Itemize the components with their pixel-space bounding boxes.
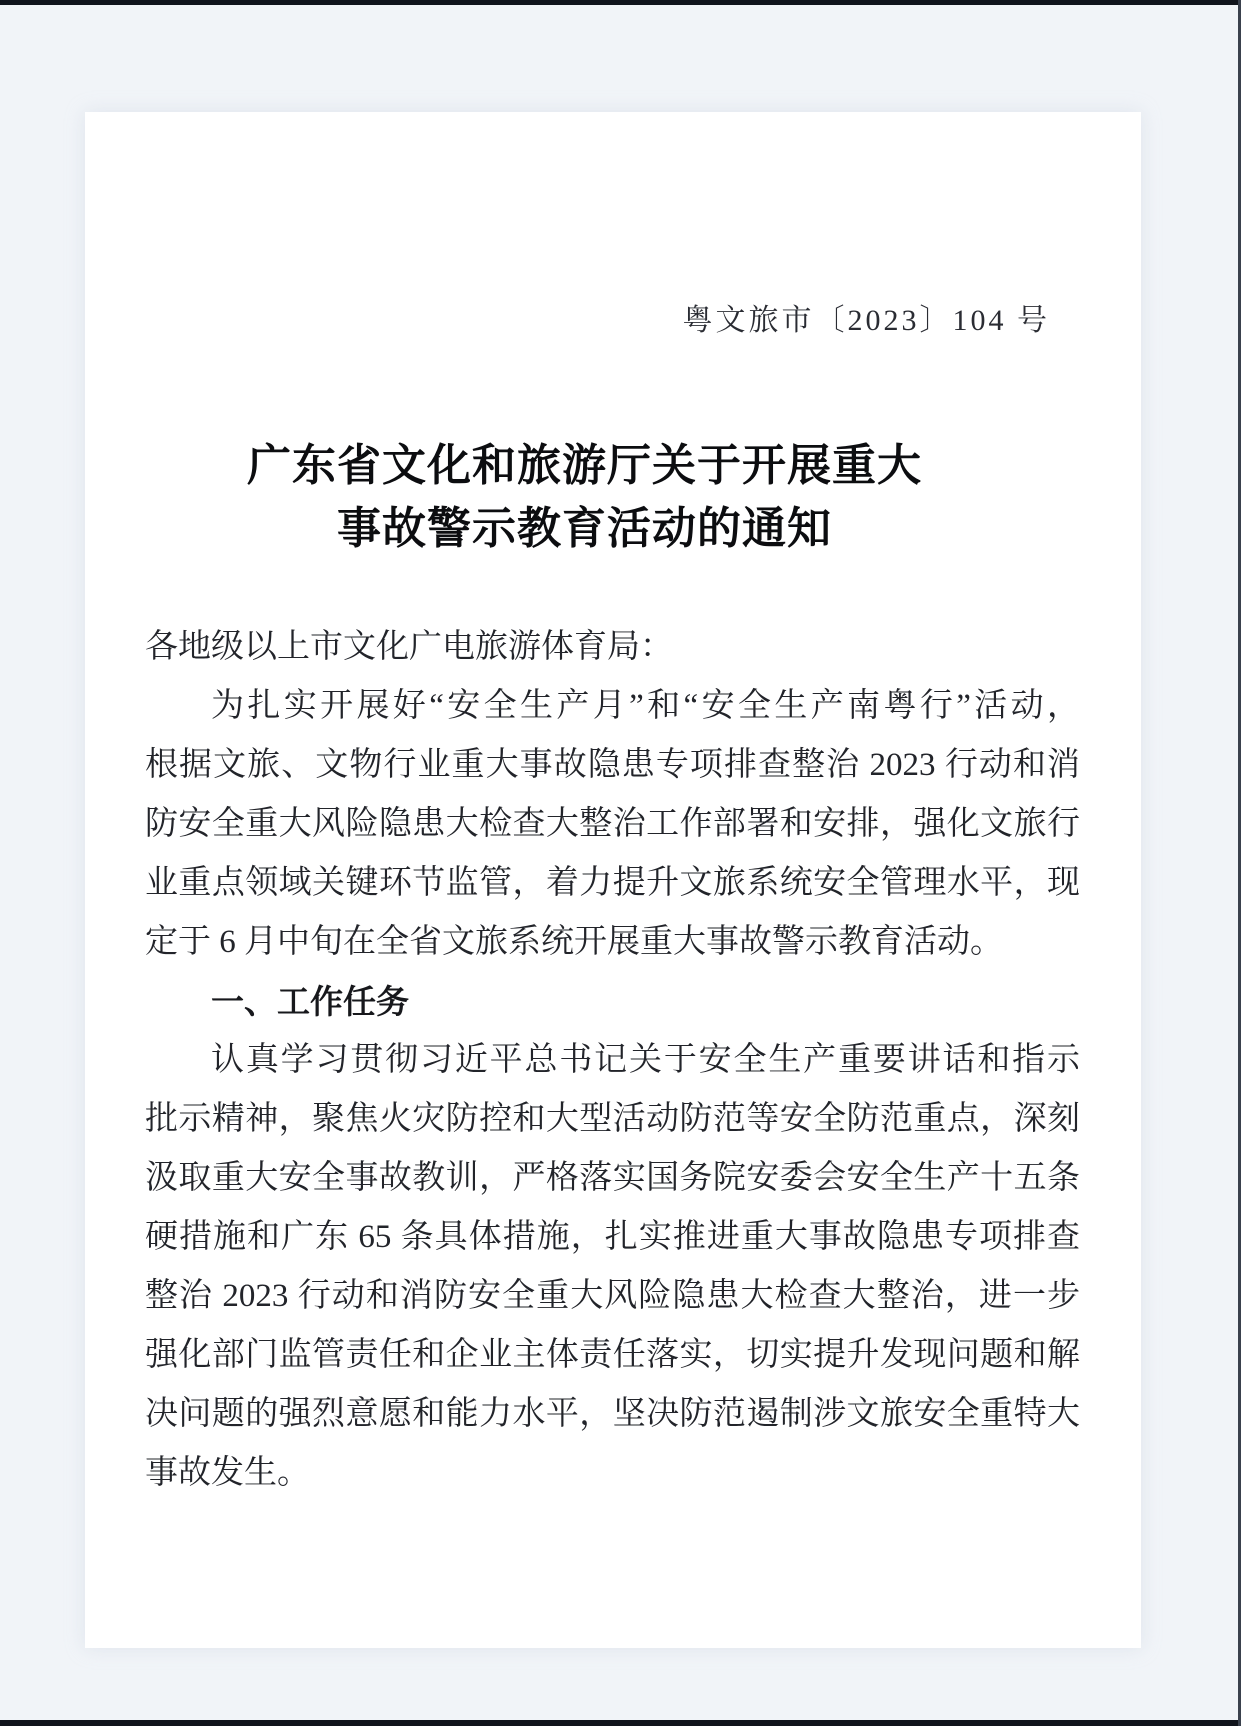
text-line: 认真学习贯彻习近平总书记关于安全生产重要讲话和指示 bbox=[211, 1042, 1080, 1078]
document-number: 粤文旅市〔2023〕104 号 bbox=[682, 304, 1050, 337]
document-title bbox=[117, 434, 1052, 560]
scan-edge-top bbox=[0, 0, 1241, 5]
text-line: 为扎实开展好“安全生产月”和“安全生产南粤行”活动， bbox=[211, 688, 1080, 724]
text-line: 事故发生。 bbox=[145, 1455, 310, 1491]
text-line: 强化部门监管责任和企业主体责任落实，切实提升发现问题和解 bbox=[145, 1337, 1080, 1373]
document-title-line-1: 广东省文化和旅游厅关于开展重大 bbox=[247, 441, 922, 490]
text-line: 业重点领域关键环节监管，着力提升文旅系统安全管理水平，现 bbox=[145, 865, 1080, 901]
text-line: 批示精神，聚焦火灾防控和大型活动防范等安全防范重点，深刻 bbox=[145, 1101, 1080, 1137]
text-line: 汲取重大安全事故教训，严格落实国务院安委会安全生产十五条 bbox=[145, 1160, 1080, 1196]
document-body bbox=[145, 618, 1080, 1503]
addressee-line: 各地级以上市文化广电旅游体育局： bbox=[145, 629, 673, 665]
text-line: 整治 2023 行动和消防安全重大风险隐患大检查大整治，进一步 bbox=[145, 1278, 1080, 1314]
document-title-line-2: 事故警示教育活动的通知 bbox=[337, 504, 832, 553]
text-line: 定于 6 月中旬在全省文旅系统开展重大事故警示教育活动。 bbox=[145, 924, 1003, 960]
text-line: 根据文旅、文物行业重大事故隐患专项排查整治 2023 行动和消 bbox=[145, 747, 1080, 783]
paragraph-1 bbox=[145, 677, 1080, 972]
text-line: 决问题的强烈意愿和能力水平，坚决防范遏制涉文旅安全重特大 bbox=[145, 1396, 1080, 1432]
paragraph-2 bbox=[145, 1031, 1080, 1503]
text-line: 防安全重大风险隐患大检查大整治工作部署和安排，强化文旅行 bbox=[145, 806, 1080, 842]
text-line: 硬措施和广东 65 条具体措施，扎实推进重大事故隐患专项排查 bbox=[145, 1219, 1080, 1255]
scan-edge-bottom bbox=[0, 1720, 1241, 1726]
section-heading-1: 一、工作任务 bbox=[211, 983, 409, 1020]
